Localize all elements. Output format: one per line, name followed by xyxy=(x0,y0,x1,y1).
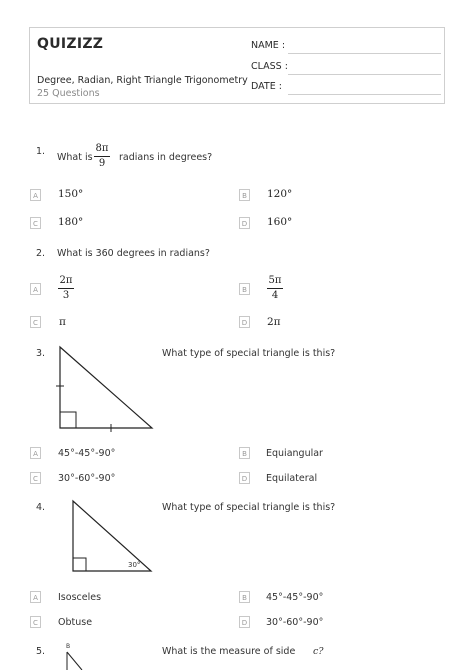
option-box-c[interactable]: C xyxy=(30,316,41,328)
option-box-d[interactable]: D xyxy=(239,217,250,229)
question-fraction xyxy=(94,143,110,170)
option-b[interactable]: 120° xyxy=(267,188,293,200)
date-label: DATE : xyxy=(251,81,282,92)
fraction-bar xyxy=(267,288,283,289)
option-d[interactable]: Equilateral xyxy=(266,473,318,484)
fraction-denominator: 4 xyxy=(271,290,279,301)
option-box-a[interactable]: A xyxy=(30,189,41,201)
option-box-b[interactable]: B xyxy=(239,591,250,603)
question-text: What is the measure of side xyxy=(162,646,296,657)
date-line[interactable] xyxy=(288,94,441,95)
question-count: 25 Questions xyxy=(37,88,100,99)
question-text: What is xyxy=(57,152,93,163)
option-box-c[interactable]: C xyxy=(30,472,41,484)
option-box-d[interactable]: D xyxy=(239,472,250,484)
quizizz-logo: QUIZIZZ xyxy=(37,36,104,52)
side-symbol: c? xyxy=(313,646,324,657)
question-text: What is 360 degrees in radians? xyxy=(57,248,210,259)
fraction-numerator: 2π xyxy=(59,275,73,286)
fraction-denominator: 3 xyxy=(62,290,70,301)
option-box-b[interactable]: B xyxy=(239,189,250,201)
option-box-d[interactable]: D xyxy=(239,316,250,328)
fraction-bar xyxy=(58,288,74,289)
option-box-b[interactable]: B xyxy=(239,283,250,295)
question-text: What type of special triangle is this? xyxy=(162,502,336,513)
question-text: What type of special triangle is this? xyxy=(162,348,336,359)
question-number: 4. xyxy=(36,502,46,513)
worksheet-header xyxy=(29,27,445,104)
question-number: 5. xyxy=(36,646,46,657)
triangle-figure-partial xyxy=(64,650,94,670)
option-a[interactable]: 150° xyxy=(58,188,84,200)
right-triangle-30-figure xyxy=(68,497,158,577)
right-triangle-figure xyxy=(55,343,155,433)
option-c[interactable]: 30°-60°-90° xyxy=(58,473,116,484)
option-d[interactable]: 2π xyxy=(267,316,281,328)
question-number: 1. xyxy=(36,146,46,157)
worksheet-title: Degree, Radian, Right Triangle Trigonometry xyxy=(37,75,248,86)
class-field[interactable] xyxy=(251,61,441,75)
question-number: 2. xyxy=(36,248,46,259)
vertex-label: B xyxy=(66,643,71,650)
fraction-numerator: 8π xyxy=(95,143,109,154)
option-b[interactable]: Equiangular xyxy=(266,448,323,459)
date-field[interactable] xyxy=(251,81,441,95)
option-box-c[interactable]: C xyxy=(30,217,41,229)
name-line[interactable] xyxy=(288,53,441,54)
class-line[interactable] xyxy=(288,74,441,75)
option-c[interactable]: 180° xyxy=(58,216,84,228)
option-a[interactable]: Isosceles xyxy=(58,592,102,603)
angle-label: 30° xyxy=(128,561,141,569)
question-number: 3. xyxy=(36,348,46,359)
option-box-c[interactable]: C xyxy=(30,616,41,628)
option-d[interactable]: 160° xyxy=(267,216,293,228)
option-a[interactable]: 45°-45°-90° xyxy=(58,448,116,459)
option-box-a[interactable]: A xyxy=(30,447,41,459)
option-c[interactable]: π xyxy=(59,316,66,328)
option-box-a[interactable]: A xyxy=(30,283,41,295)
option-box-b[interactable]: B xyxy=(239,447,250,459)
option-a[interactable] xyxy=(58,275,74,302)
option-b[interactable] xyxy=(267,275,283,302)
option-b[interactable]: 45°-45°-90° xyxy=(266,592,324,603)
option-c[interactable]: Obtuse xyxy=(58,617,93,628)
option-box-a[interactable]: A xyxy=(30,591,41,603)
question-text-end: radians in degrees? xyxy=(119,152,213,163)
class-label: CLASS : xyxy=(251,61,288,72)
fraction-numerator: 5π xyxy=(268,275,282,286)
name-field[interactable] xyxy=(251,40,441,54)
fraction-denominator: 9 xyxy=(98,158,106,169)
option-d[interactable]: 30°-60°-90° xyxy=(266,617,324,628)
option-box-d[interactable]: D xyxy=(239,616,250,628)
fraction-bar xyxy=(94,156,110,157)
name-label: NAME : xyxy=(251,40,286,51)
